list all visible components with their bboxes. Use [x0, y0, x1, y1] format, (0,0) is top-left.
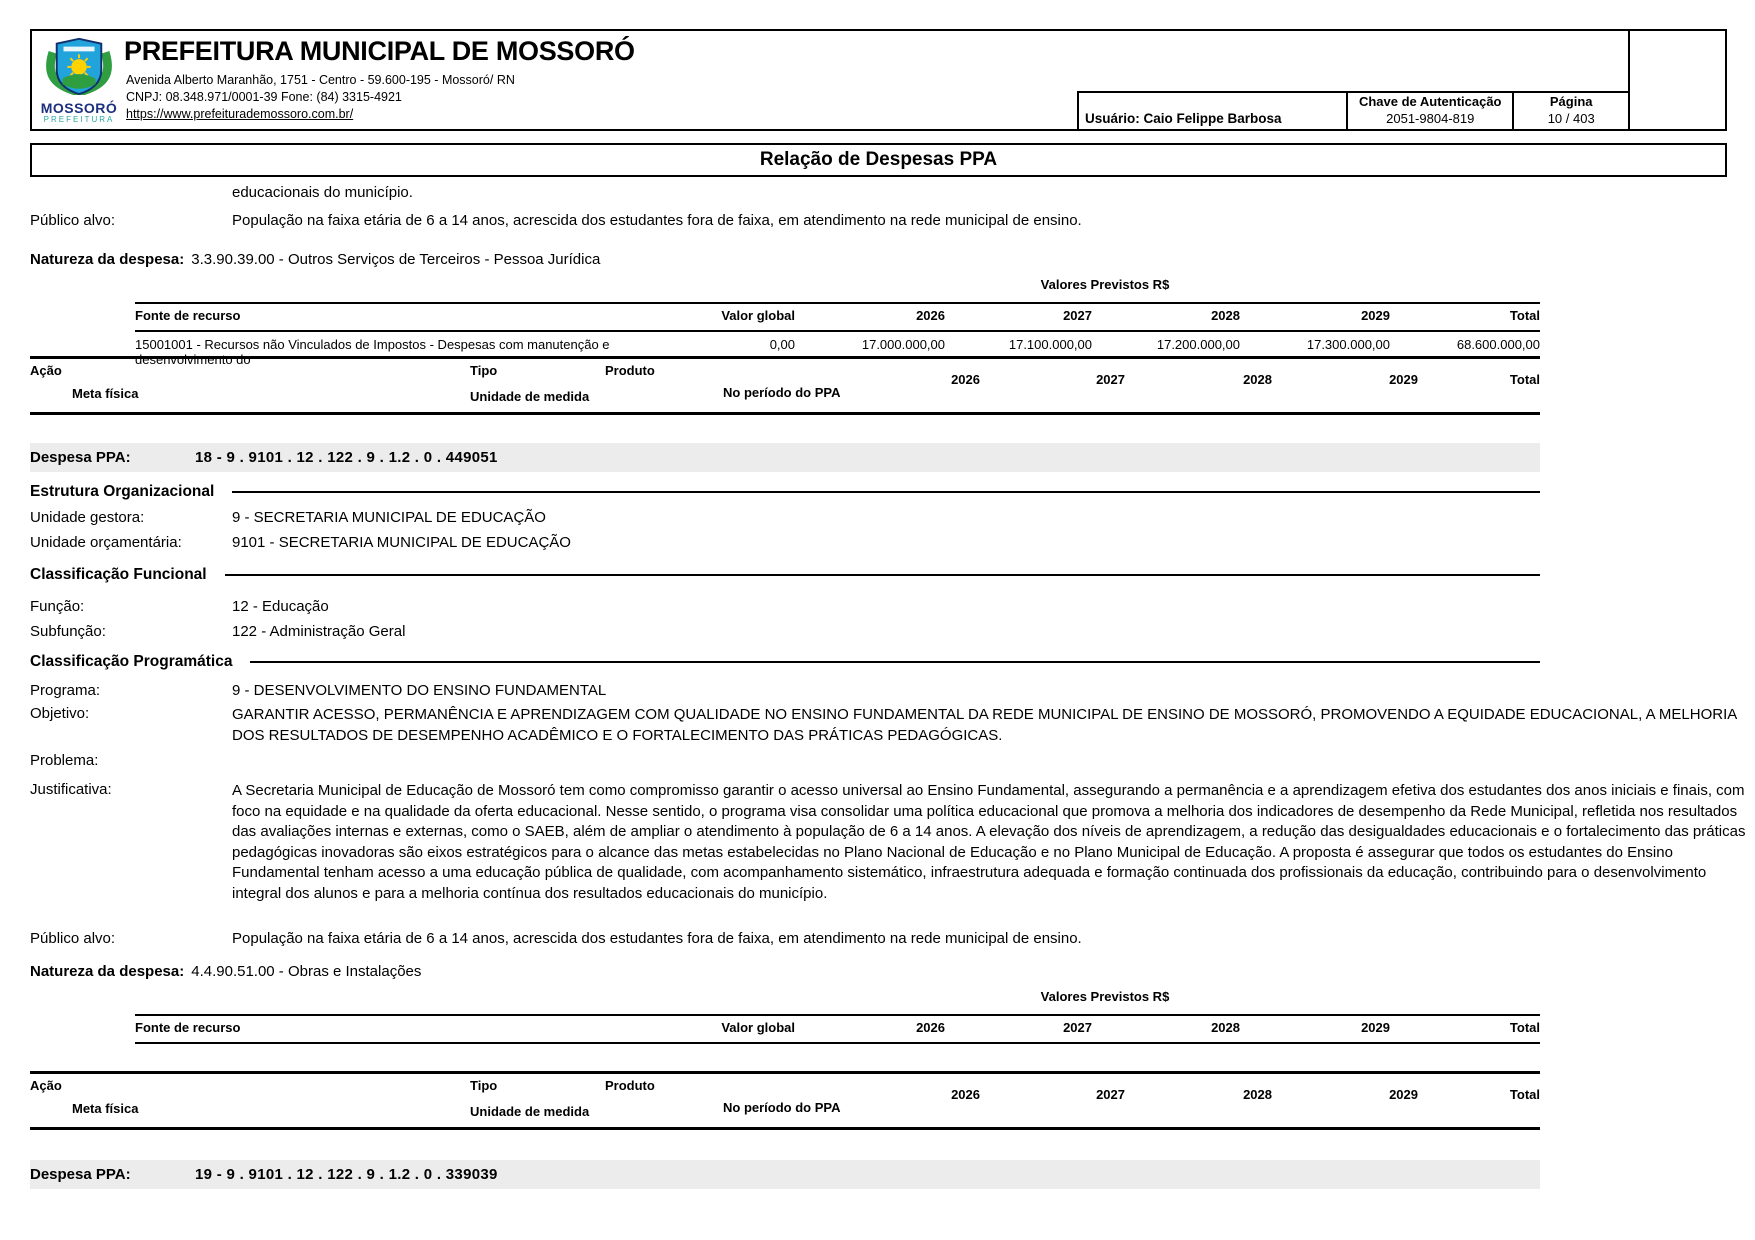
publico-alvo-value-2: População na faixa etária de 6 a 14 anos, acrescida dos estudantes fora de faixa, em atendimento na rede municipal de ensino.: [232, 930, 1082, 947]
periodo-ppa-label-2: No período do PPA: [723, 1100, 841, 1115]
total-header-1: Total: [1509, 308, 1540, 323]
year-2026-header-1: 2026: [916, 308, 945, 323]
despesa-ppa-band-1: [30, 443, 1540, 472]
auth-key-cell: [1346, 93, 1512, 129]
year-2027-header-1: 2027: [1063, 308, 1092, 323]
despesa-ppa-label-2: Despesa PPA:: [30, 1166, 131, 1183]
value-2028-cell: 17.200.000,00: [1156, 337, 1240, 352]
fonte-table1-header: [135, 308, 1540, 323]
year-2029-header-1: 2029: [1361, 308, 1390, 323]
report-title: Relação de Despesas PPA: [759, 149, 998, 170]
acao-total-2: Total: [1509, 1087, 1540, 1102]
value-2026-cell: 17.000.000,00: [861, 337, 945, 352]
acao-year-2028-1: 2028: [1243, 372, 1272, 387]
unidade-orcamentaria-label: Unidade orçamentária:: [30, 534, 182, 551]
class-funcional-heading-rule: [225, 574, 1540, 576]
acao-year-2029-2: 2029: [1389, 1087, 1418, 1102]
funcao-label: Função:: [30, 598, 85, 615]
fonte-recurso-header-2: Fonte de recurso: [135, 1020, 241, 1035]
class-programatica-heading-rule: [250, 661, 1540, 663]
total-header-2: Total: [1509, 1020, 1540, 1035]
unidade-medida-label-1: Unidade de medida: [470, 389, 590, 404]
objetivo-value: GARANTIR ACESSO, PERMANÊNCIA E APRENDIZAGEM COM QUALIDADE NO ENSINO FUNDAMENTAL DA REDE MUNICIPAL DE ENSINO DE MOSSORÓ, PROMOVENDO A EQUIDADE EDUCACIONAL, A MELHORIA DOS RESULTADOS DE DESEMPENHO ACADÊMICO E O FORTALECIMENTO DAS PRÁTICAS PEDAGÓGICAS.: [232, 706, 1737, 744]
org-website-link[interactable]: https://www.prefeiturademossoro.com.br/: [126, 107, 354, 121]
tipo-label-2: Tipo: [470, 1078, 498, 1093]
unidade-gestora-label: Unidade gestora:: [30, 509, 145, 526]
periodo-ppa-label-1: No período do PPA: [723, 385, 841, 400]
publico-alvo-label-1: Público alvo:: [30, 212, 116, 229]
acao-year-2027-1: 2027: [1096, 372, 1125, 387]
year-2026-header-2: 2026: [916, 1020, 945, 1035]
user-cell: Usuário: Caio Felippe Barbosa: [1085, 111, 1282, 126]
org-address: Avenida Alberto Maranhão, 1751 - Centro - 59.600-195 - Mossoró/ RN: [126, 73, 515, 87]
acao-label-1: Ação: [30, 363, 62, 378]
publico-alvo-label-2: Público alvo:: [30, 930, 116, 947]
page-cell: [1512, 93, 1628, 129]
natureza-value-1: 3.3.90.39.00 - Outros Serviços de Terceiros - Pessoa Jurídica: [191, 251, 601, 268]
fonte-table2-header: [135, 1020, 1540, 1035]
valor-global-header-1: Valor global: [721, 308, 795, 323]
table2-mid-rule: [135, 1042, 1540, 1044]
programa-value: 9 - DESENVOLVIMENTO DO ENSINO FUNDAMENTAL: [232, 682, 607, 699]
valor-global-header-2: Valor global: [721, 1020, 795, 1035]
continuation-text: educacionais do município.: [232, 184, 413, 201]
org-cnpj-phone: CNPJ: 08.348.971/0001-39 Fone: (84) 3315-4921: [126, 90, 402, 104]
acao-header-2: [30, 1071, 1540, 1130]
auth-key-label: Chave de Autenticação: [1358, 94, 1502, 109]
auth-key-value: 2051-9804-819: [1386, 111, 1475, 126]
year-2028-header-2: 2028: [1211, 1020, 1240, 1035]
estrutura-heading-rule: [232, 491, 1540, 493]
city-crest-icon: [40, 33, 118, 95]
org-name: PREFEITURA MUNICIPAL DE MOSSORÓ: [124, 36, 635, 66]
year-2027-header-2: 2027: [1063, 1020, 1092, 1035]
year-2029-header-2: 2029: [1361, 1020, 1390, 1035]
funcao-value: 12 - Educação: [232, 598, 329, 615]
acao-total-1: Total: [1509, 372, 1540, 387]
value-2029-cell: 17.300.000,00: [1306, 337, 1390, 352]
acao-label-2: Ação: [30, 1078, 62, 1093]
natureza-label-2: Natureza da despesa:: [30, 963, 185, 980]
valor-global-cell: 0,00: [769, 337, 795, 352]
fonte-recurso-header-1: Fonte de recurso: [135, 308, 241, 323]
classificacao-programatica-heading: [30, 653, 1540, 671]
estrutura-heading-text: Estrutura Organizacional: [30, 483, 215, 500]
publico-alvo-value-1: População na faixa etária de 6 a 14 anos, acrescida dos estudantes fora de faixa, em atendimento na rede municipal de ensino.: [232, 212, 1082, 229]
acao-year-2026-1: 2026: [951, 372, 980, 387]
page-label: Página: [1549, 94, 1593, 109]
justificativa-value: A Secretaria Municipal de Educação de Mossoró tem como compromisso garantir o acesso universal ao Ensino Fundamental, assegurando a permanência e a aprendizagem efetiva dos estudantes dos anos iniciais e finais, com foco na equidade e na qualidade da oferta educacional. Nesse sentido, o programa visa consolidar uma política educacional que promova a melhoria dos indicadores de desempenho da Rede Municipal, refletida nos resultados das avaliações internas e externas, como o SAEB, além de ampliar o atendimento à população de 6 a 14 anos. A elevação dos níveis de aprendizagem, a redução das desigualdades educacionais e o fortalecimento das práticas pedagógicas inovadoras são eixos estratégicos para o alcance das metas estabelecidas no Plano Nacional de Educação e no Plano Municipal de Educação. A proposta é assegurar que todos os estudantes do Ensino Fundamental tenham acesso a uma educação pública de qualidade, com acompanhamento sistemático, infraestrutura adequada e formação continuada dos profissionais da educação, contribuindo para o desenvolvimento integral dos alunos e para a melhoria contínua dos resultados educacionais do município.: [232, 782, 1746, 902]
produto-label-2: Produto: [605, 1078, 655, 1093]
subfuncao-value: 122 - Administração Geral: [232, 623, 406, 640]
mossoro-logo: [40, 33, 118, 128]
acao-header-1: [30, 356, 1540, 415]
valores-previstos-title-1: Valores Previstos R$: [1040, 277, 1170, 292]
tipo-label-1: Tipo: [470, 363, 498, 378]
acao-year-2026-2: 2026: [951, 1087, 980, 1102]
meta-fisica-label-1: Meta física: [72, 386, 139, 401]
acao-year-2029-1: 2029: [1389, 372, 1418, 387]
logo-subtitle-text: PREFEITURA: [43, 115, 115, 124]
unidade-medida-label-2: Unidade de medida: [470, 1104, 590, 1119]
despesa-ppa-label-1: Despesa PPA:: [30, 449, 131, 466]
subfuncao-label: Subfunção:: [30, 623, 106, 640]
despesa-ppa-code-1: 18 - 9 . 9101 . 12 . 122 . 9 . 1.2 . 0 . 449051: [195, 449, 498, 466]
class-programatica-heading-text: Classificação Programática: [30, 653, 233, 670]
fonte-cell: 15001001 - Recursos não Vinculados de Impostos - Despesas com manutenção e desenvolvimento do: [135, 337, 610, 367]
year-2028-header-1: 2028: [1211, 308, 1240, 323]
valores-previstos-title-2: Valores Previstos R$: [1040, 989, 1170, 1004]
natureza-label-1: Natureza da despesa:: [30, 251, 185, 268]
meta-fisica-label-2: Meta física: [72, 1101, 139, 1116]
estrutura-section-heading: [30, 483, 1540, 501]
value-total-cell: 68.600.000,00: [1456, 337, 1540, 352]
table1-mid-rule: [135, 330, 1540, 332]
acao-year-2027-2: 2027: [1096, 1087, 1125, 1102]
natureza-value-2: 4.4.90.51.00 - Obras e Instalações: [191, 963, 422, 980]
page-number: 10 / 403: [1547, 111, 1595, 126]
class-funcional-heading-text: Classificação Funcional: [30, 566, 207, 583]
produto-label-1: Produto: [605, 363, 655, 378]
problema-label: Problema:: [30, 752, 99, 769]
table2-top-rule: [135, 1014, 1540, 1016]
objetivo-label: Objetivo:: [30, 705, 90, 722]
acao-year-2028-2: 2028: [1243, 1087, 1272, 1102]
logo-city-text: MOSSORÓ: [40, 100, 118, 116]
table1-top-rule: [135, 302, 1540, 304]
justificativa-label: Justificativa:: [30, 781, 112, 798]
despesa-ppa-code-2: 19 - 9 . 9101 . 12 . 122 . 9 . 1.2 . 0 . 339039: [195, 1166, 498, 1183]
unidade-orcamentaria-value: 9101 - SECRETARIA MUNICIPAL DE EDUCAÇÃO: [232, 534, 571, 551]
unidade-gestora-value: 9 - SECRETARIA MUNICIPAL DE EDUCAÇÃO: [232, 509, 546, 526]
header-meta-box: [1077, 91, 1628, 131]
header-divider: [1628, 29, 1630, 131]
value-2027-cell: 17.100.000,00: [1008, 337, 1092, 352]
programa-label: Programa:: [30, 682, 101, 699]
despesa-ppa-band-2: [30, 1160, 1540, 1189]
report-title-bar: [30, 143, 1727, 177]
classificacao-funcional-heading: [30, 566, 1540, 584]
